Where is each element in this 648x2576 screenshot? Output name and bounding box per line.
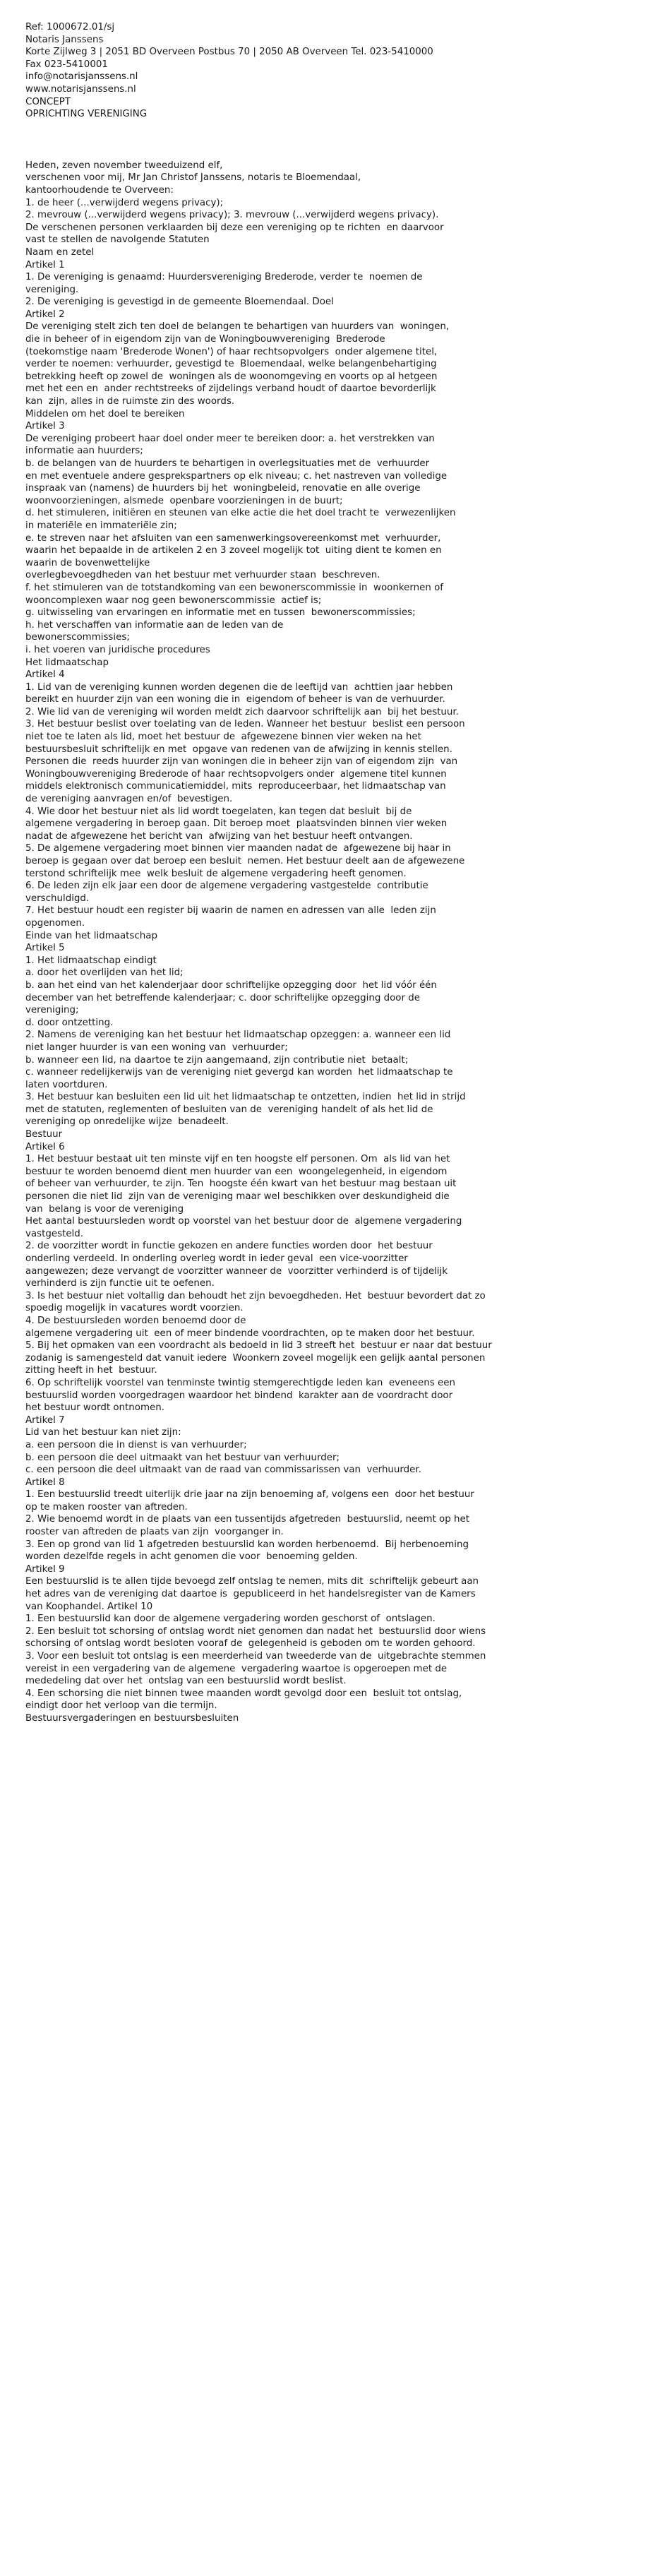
body-line: waarin het bepaalde in de artikelen 2 en 3 zoveel mogelijk tot uiting dient te komen en [25,545,442,556]
body-line: 7. Het bestuur houdt een register bij waarin de namen en adressen van alle leden zijn [25,905,436,917]
body-line: c. een persoon die deel uitmaakt van de raad van commissarissen van verhuurder. [25,1465,421,1476]
body-line: e. te streven naar het afsluiten van een samenwerkingsovereenkomst met verhuurder, [25,532,441,544]
body-line: 2. de voorzitter wordt in functie gekozen en andere functies worden door het bestuur [25,1241,433,1252]
body-line: f. het stimuleren van de totstandkoming van een bewonerscommissie in woonkernen of [25,582,443,593]
body-line: laten voortduren. [25,1079,108,1090]
body-line: bestuur te worden benoemd dient men huurder van een woongelegenheid, in eigendom [25,1166,448,1177]
body-line: b. de belangen van de huurders te behartigen in overlegsituaties met de verhuurder [25,458,430,469]
body-line: 1. Een bestuurslid treedt uiterlijk drie jaar na zijn benoeming af, volgens een door het bestuur [25,1489,474,1501]
body-line: die in beheer of in eigendom zijn van de Woningbouwvereniging Brederode [25,334,385,345]
body-line: verder te noemen: verhuurder, gevestigd te Bloemendaal, welke belangenbehartiging [25,359,437,370]
body-line: kan zijn, alles in de ruimste zin des woords. [25,396,235,407]
body-line: kantoorhoudende te Overveen: [25,184,174,196]
body-line: op te maken rooster van aftreden. [25,1501,188,1513]
body-line: en met eventuele andere gesprekspartners op elk niveau; c. het nastreven van volledige [25,470,448,482]
body-line: d. door ontzetting. [25,1017,114,1028]
body-line: bewonerscommissies; [25,632,130,643]
body-line: algemene vergadering in beroep gaan. Dit beroep moet plaatsvinden binnen vier weken [25,818,448,830]
body-line: spoedig mogelijk in vacatures wordt voorzien. [25,1303,244,1314]
body-line: het adres van de vereniging dat daartoe is gepubliceerd in het handelsregister van de Kamers [25,1589,476,1600]
body-line: Bestuur [25,1129,63,1140]
body-line: Personen die reeds huurder zijn van woningen die in beheer zijn van of eigendom zijn van [25,756,458,768]
body-line: 2. Wie lid van de vereniging wil worden meldt zich daarvoor schriftelijk aan bij het bestuur. [25,706,459,717]
body-line: wooncomplexen waar nog geen bewonerscommissie actief is; [25,595,322,606]
body-line: schorsing of ontslag wordt besloten vooraf de gelegenheid is geboden om te worden gehoord. [25,1638,476,1650]
body-line: verschuldigd. [25,893,90,904]
body-line: vereniging. [25,284,79,295]
body-line: aangewezen; deze vervangt de voorzitter wanneer de voorzitter verhinderd is of tijdelijk [25,1265,448,1277]
body-line: De vereniging probeert haar doel onder meer te bereiken door: a. het verstrekken van [25,433,435,444]
body-line: het bestuur wordt ontnomen. [25,1402,164,1414]
body-line: personen die niet lid zijn van de vereniging maar wel beschikken over deskundigheid die [25,1191,450,1203]
body-line: vast te stellen de navolgende Statuten [25,234,210,246]
body-line: zodanig is samengesteld dat vanuit iedere Woonkern zoveel mogelijk een gelijk aantal personen [25,1352,486,1364]
header-line: www.notarisjanssens.nl [25,83,136,95]
body-line: Middelen om het doel te bereiken [25,408,185,419]
body-line: van Koophandel. Artikel 10 [25,1601,153,1612]
body-line: 2. mevrouw (...verwijderd wegens privacy); 3. mevrouw (...verwijderd wegens privacy). [25,210,439,221]
body-line: Einde van het lidmaatschap [25,930,157,941]
body-line: mededeling dat over het ontslag van een bestuurslid wordt beslist. [25,1676,347,1687]
body-line: Een bestuurslid is te allen tijde bevoegd zelf ontslag te nemen, mits dit schriftelijk gebeurt aan [25,1576,479,1587]
body-line: De vereniging stelt zich ten doel de belangen te behartigen van huurders van woningen, [25,321,450,333]
body-line: rooster van aftreden de plaats van zijn voorganger in. [25,1527,284,1538]
letterhead [25,21,623,121]
body-line: middels elektronisch communicatiemiddel, mits reproduceerbaar, het lidmaatschap van [25,781,446,792]
body-line: Woningbouwvereniging Brederode of haar rechtsopvolgers onder algemene titel kunnen [25,768,447,780]
body-line: vereniging; [25,1005,79,1016]
body-line: 2. Wie benoemd wordt in de plaats van een tussentijds afgetreden bestuurslid, neemt op het [25,1514,469,1525]
body-line: vereist in een vergadering van de algemene vergadering waartoe is opgeroepen met de [25,1663,448,1674]
body-line: inspraak van (namens) de huurders bij het woningbeleid, renovatie en alle overige [25,483,421,494]
body-line: of beheer van verhuurder, te zijn. Ten hoogste één kwart van het bestuur mag bestaan uit [25,1179,457,1190]
body-line: 1. Lid van de vereniging kunnen worden degenen die de leeftijd van achttien jaar hebben [25,681,453,693]
header-line: info@notarisjanssens.nl [25,71,138,83]
body-line: b. wanneer een lid, na daartoe te zijn aangemaand, zijn contributie niet betaalt; [25,1054,409,1066]
body-line: vastgesteld. [25,1228,84,1239]
body-line: Het aantal bestuursleden wordt op voorstel van het bestuur door de algemene vergadering [25,1216,462,1227]
body-line: Artikel 2 [25,309,65,320]
body-line: a. een persoon die in dienst is van verhuurder; [25,1439,247,1450]
body-line: Artikel 8 [25,1477,65,1488]
body-line: de vereniging aanvragen en/of bevestigen. [25,794,233,805]
body-line: De verschenen personen verklaarden bij deze een vereniging op te richten en daarvoor [25,222,444,233]
body-line: Het lidmaatschap [25,657,109,668]
body-line: bestuursbesluit schriftelijk en met opgave van redenen van de afwijzing in kennis stellen. [25,744,452,755]
body-line: Artikel 1 [25,259,65,270]
body-line: onderling verdeeld. In onderling overleg wordt in ieder geval een vice-voorzitter [25,1253,408,1264]
body-line: niet toe te laten als lid, moet het bestuur de afgewezene binnen vier weken na het [25,732,421,743]
body-line: 6. Op schriftelijk voorstel van tenminste twintig stemgerechtigde leden kan eveneens een [25,1377,455,1388]
body-line: in materiële en immateriële zin; [25,520,177,531]
spacer [25,121,623,160]
body-line: Artikel 5 [25,943,65,954]
body-line: bestuurslid worden voorgedragen waardoor het bindend karakter aan de voordracht door [25,1390,453,1401]
body-line: december van het betreffende kalenderjaar; c. door schriftelijke opzegging door de [25,992,420,1003]
body-line: beroep is gegaan over dat beroep een besluit nemen. Het bestuur deelt aan de afgewezene [25,856,465,866]
body-line: van belang is voor de vereniging [25,1203,184,1215]
body-line: niet langer huurder is van een woning van verhuurder; [25,1042,288,1053]
deed-text [25,160,623,1725]
body-line: met de statuten, reglementen of besluiten van de vereniging handelt of als het lid de [25,1104,433,1115]
body-line: 1. Het lidmaatschap eindigt [25,955,157,966]
header-line: OPRICHTING VERENIGING [25,109,148,120]
body-line: informatie aan huurders; [25,446,143,457]
body-line: Artikel 3 [25,421,65,432]
body-line: Artikel 6 [25,1141,65,1152]
body-line: 1. Een bestuurslid kan door de algemene vergadering worden geschorst of ontslagen. [25,1614,436,1625]
body-line: c. wanneer redelijkerwijs van de vereniging niet gevergd kan worden het lidmaatschap te [25,1067,453,1078]
header-line: Fax 023-5410001 [25,59,108,70]
body-line: i. het voeren van juridische procedures [25,644,210,655]
body-line: woonvoorzieningen, alsmede openbare voorzieningen in de buurt; [25,495,343,506]
body-line: 3. Het bestuur kan besluiten een lid uit het lidmaatschap te ontzetten, indien het lid in strijd [25,1092,466,1103]
body-line: 1. De vereniging is genaamd: Huurdersvereniging Brederode, verder te noemen de [25,272,423,283]
body-line: 2. Namens de vereniging kan het bestuur het lidmaatschap opzeggen: a. wanneer een lid [25,1030,451,1041]
body-line: d. het stimuleren, initiëren en steunen van elke actie die het doel tracht te verwezenlijken [25,508,456,519]
body-line: 1. Het bestuur bestaat uit ten minste vijf en ten hoogste elf personen. Om als lid van het [25,1154,450,1165]
body-line: 6. De leden zijn elk jaar een door de algemene vergadering vastgestelde contributie [25,881,428,892]
body-line: 4. De bestuursleden worden benoemd door de [25,1315,246,1326]
body-line: 2. Een besluit tot schorsing of ontslag wordt niet genomen dan nadat het bestuurslid door wiens [25,1626,486,1637]
body-line: met het een en ander rechtstreeks of zijdelings verband houdt of daartoe bevorderlijk [25,383,436,395]
body-line: Lid van het bestuur kan niet zijn: [25,1427,181,1438]
body-line: Bestuursvergaderingen en bestuursbesluiten [25,1712,239,1724]
body-line: Heden, zeven november tweeduizend elf, [25,160,223,171]
body-line: Artikel 7 [25,1414,65,1426]
body-line: betrekking heeft op zowel de woningen als de woonomgeving en voorts op al hetgeen [25,371,438,382]
body-line: 4. Wie door het bestuur niet als lid wordt toegelaten, kan tegen dat besluit bij de [25,806,412,817]
body-line: nadat de afgewezene het bericht van afwijzing van het bestuur heeft ontvangen. [25,830,413,842]
header-line: Notaris Janssens [25,34,104,45]
body-line: h. het verschaffen van informatie aan de leden van de [25,619,284,631]
body-line: g. uitwisseling van ervaringen en informatie met en tussen bewonerscommissies; [25,607,416,619]
header-line: Ref: 1000672.01/sj [25,22,115,32]
body-line: vereniging op onredelijke wijze benadeelt. [25,1116,229,1128]
body-line: Artikel 9 [25,1563,65,1575]
body-line: 3. Voor een besluit tot ontslag is een meerderheid van tweederde van de uitgebrachte stemmen [25,1651,486,1662]
body-line: overlegbevoegdheden van het bestuur met verhuurder staan beschreven. [25,570,380,581]
body-line: waarin de bovenwettelijke [25,557,150,568]
body-line: b. een persoon die deel uitmaakt van het bestuur van verhuurder; [25,1452,340,1463]
body-line: zitting heeft in het bestuur. [25,1365,157,1376]
body-line: 1. de heer (...verwijderd wegens privacy); [25,197,224,208]
body-line: 5. Bij het opmaken van een voordracht als bedoeld in lid 3 streeft het bestuur er naar dat bestuur [25,1340,492,1352]
body-line: bereikt en huurder zijn van een woning die in eigendom of beheer is van de verhuurder. [25,694,445,705]
body-line: algemene vergadering uit een of meer bindende voordrachten, op te maken door het bestuur. [25,1328,475,1339]
body-line: terstond schriftelijk mee welk besluit de algemene vergadering heeft genomen. [25,868,407,879]
body-line: 5. De algemene vergadering moet binnen vier maanden nadat de afgewezene bij haar in [25,843,451,854]
body-line: 3. Is het bestuur niet voltallig dan behoudt het zijn bevoegdheden. Het bestuur bevordert dat zo [25,1290,486,1301]
body-line: Naam en zetel [25,246,95,258]
body-line: b. aan het eind van het kalenderjaar door schriftelijke opzegging door het lid vóór één [25,979,437,991]
body-line: 3. Het bestuur beslist over toelating van de leden. Wanneer het bestuur beslist een persoon [25,719,465,730]
header-line: Korte Zijlweg 3 | 2051 BD Overveen Postbus 70 | 2050 AB Overveen Tel. 023-5410000 [25,47,433,58]
body-line: worden dezelfde regels in acht genomen die voor benoeming gelden. [25,1551,358,1563]
body-line: 3. Een op grond van lid 1 afgetreden bestuurslid kan worden herbenoemd. Bij herbenoeming [25,1539,469,1550]
body-line: opgenomen. [25,917,85,929]
body-line: a. door het overlijden van het lid; [25,967,184,979]
body-line: 2. De vereniging is gevestigd in de gemeente Bloemendaal. Doel [25,297,334,308]
body-line: verhinderd is zijn functie uit te oefenen. [25,1278,215,1289]
body-line: Artikel 4 [25,669,65,681]
body-line: (toekomstige naam 'Brederode Wonen') of haar rechtsopvolgers onder algemene titel, [25,346,438,357]
body-line: 4. Een schorsing die niet binnen twee maanden wordt gevolgd door een besluit tot ontslag, [25,1688,462,1699]
body-line: verschenen voor mij, Mr Jan Christof Janssens, notaris te Bloemendaal, [25,172,361,184]
body-line: eindigt door het verloop van die termijn. [25,1700,217,1712]
header-line: CONCEPT [25,96,71,107]
